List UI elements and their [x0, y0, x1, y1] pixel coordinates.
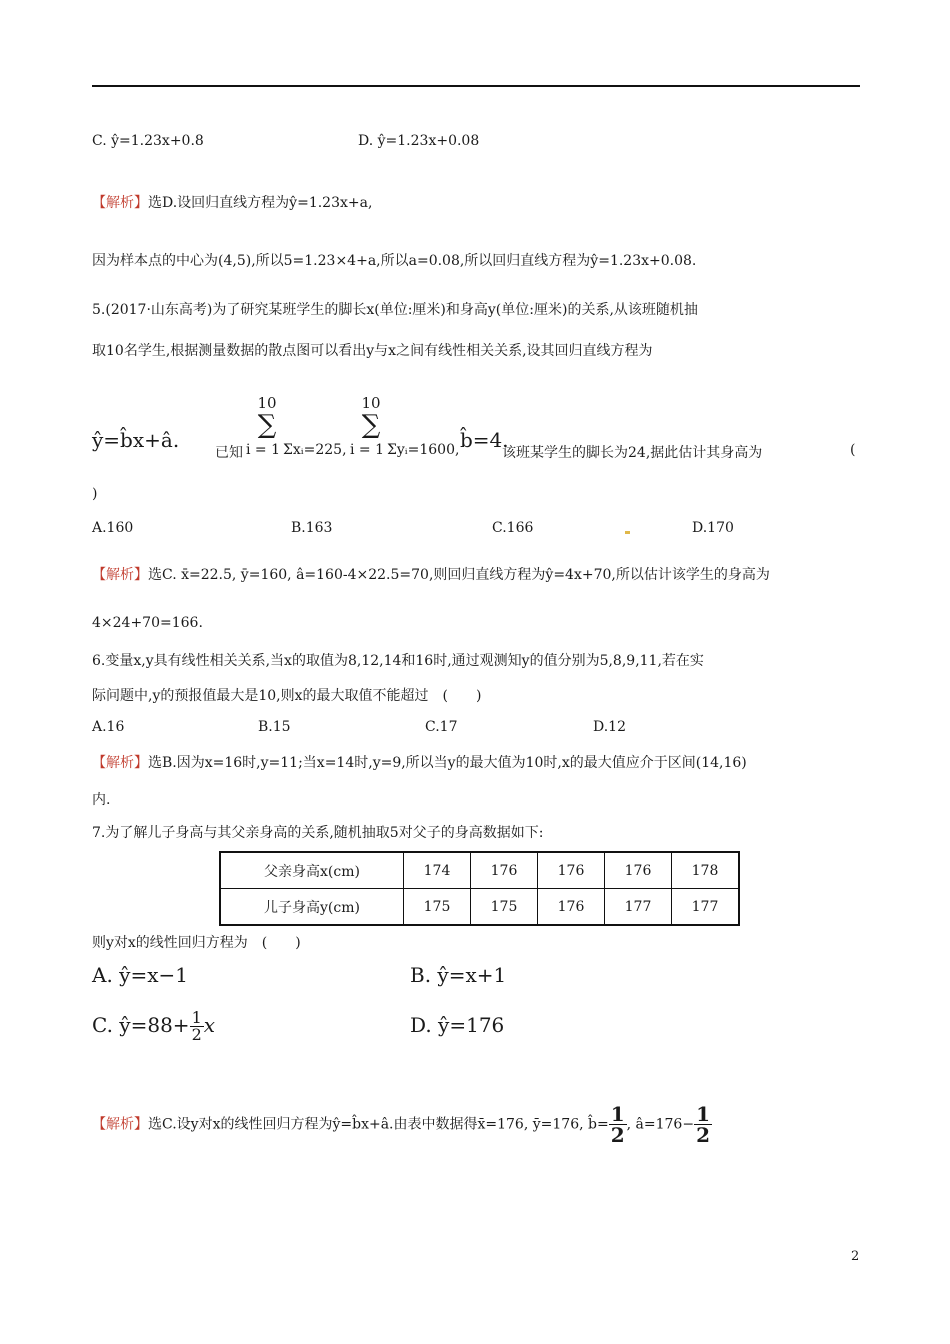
q5-solution-line1 [92, 564, 770, 584]
q5-option-a: A.160 [92, 520, 134, 536]
q5-sum2-value: Σyᵢ=1600, [387, 442, 460, 458]
q5-bhat: b̂=4. [460, 428, 509, 452]
q5-sum1-lower: i = 1 [246, 442, 281, 458]
sigma-icon: ∑ [257, 410, 277, 440]
q5-regression-formula: ŷ=b̂x+â. [92, 428, 180, 452]
q5-option-d: D.170 [692, 520, 734, 536]
table-cell: 175 [471, 889, 538, 926]
q5-sum1-value: Σxᵢ=225, [283, 442, 347, 458]
solution-tag: 【解析】 [92, 567, 148, 583]
fraction-numerator: 1 [696, 1102, 710, 1126]
fraction-denominator: 2 [610, 1123, 625, 1147]
table-cell: 175 [404, 889, 471, 926]
q7-option-a: A. ŷ=x−1 [92, 963, 188, 987]
q5-paren-close: ) [92, 486, 98, 502]
q5-stem-line3: 该班某学生的脚长为24,据此估计其身高为 [502, 445, 763, 461]
table-cell: 177 [605, 889, 672, 926]
q7-question: 则y对x的线性回归方程为 ( ) [92, 935, 301, 951]
q6-option-d: D.12 [593, 719, 626, 735]
fraction [190, 1010, 204, 1043]
q6-option-a: A.16 [92, 719, 125, 735]
table-row-label: 儿子身高y(cm) [220, 889, 404, 926]
q5-sum1-symbol [252, 394, 282, 438]
height-data-table [219, 851, 740, 926]
q7-stem: 7.为了解儿子身高与其父亲身高的关系,随机抽取5对父子的身高数据如下: [92, 825, 544, 841]
fraction-numerator: 1 [610, 1102, 625, 1126]
fraction-numerator: 1 [191, 1008, 202, 1027]
q5-paren-open: ( [850, 442, 856, 458]
stray-mark [625, 531, 630, 534]
solution-tag: 【解析】 [92, 755, 148, 771]
q7-solution-text2: , â=176− [626, 1116, 695, 1133]
q7-option-c-prefix: C. ŷ=88+ [92, 1013, 190, 1037]
fraction [694, 1104, 712, 1145]
fraction-denominator: 2 [191, 1025, 202, 1044]
q5-sum2-symbol [356, 394, 386, 438]
table-row [220, 852, 739, 889]
q4-solution-line1 [92, 192, 372, 212]
q7-option-c [92, 1010, 215, 1043]
q7-option-b: B. ŷ=x+1 [410, 963, 507, 987]
q5-given-prefix: 已知 [215, 445, 243, 461]
q7-option-d: D. ŷ=176 [410, 1013, 505, 1037]
page-number: 2 [851, 1249, 860, 1264]
header-rule [92, 85, 860, 87]
q6-solution-line1 [92, 752, 747, 772]
q4-option-d: D. ŷ=1.23x+0.08 [358, 133, 480, 149]
table-cell: 176 [605, 852, 672, 889]
q5-sum2-lower: i = 1 [350, 442, 385, 458]
q6-solution-line2: 内. [92, 792, 111, 808]
table-cell: 176 [538, 852, 605, 889]
q7-option-c-suffix: x [203, 1013, 216, 1037]
q4-solution-line2: 因为样本点的中心为(4,5),所以5=1.23×4+a,所以a=0.08,所以回归直线方程为ŷ=1.23x+0.08. [92, 253, 697, 269]
solution-tag: 【解析】 [92, 195, 148, 211]
fraction-denominator: 2 [696, 1123, 710, 1147]
q5-option-b: B.163 [291, 520, 333, 536]
solution-tag: 【解析】 [92, 1116, 148, 1133]
table-cell: 176 [471, 852, 538, 889]
q7-solution-text: 选C.设y对x的线性回归方程为ŷ=b̂x+â.由表中数据得x̄=176, ȳ=176, b̂= [148, 1116, 609, 1133]
q6-solution-text1: 选B.因为x=16时,y=11;当x=14时,y=9,所以当y的最大值为10时,x的最大值应介于区间(14,16) [148, 755, 747, 771]
q7-solution [92, 1104, 712, 1145]
sum-upper: 10 [361, 394, 381, 412]
sigma-icon: ∑ [361, 410, 381, 440]
table-row [220, 889, 739, 926]
table-cell: 178 [672, 852, 740, 889]
q5-option-c: C.166 [492, 520, 534, 536]
q6-stem-line2: 际问题中,y的预报值最大是10,则x的最大取值不能超过 ( ) [92, 688, 482, 704]
q5-stem-line1: 5.(2017·山东高考)为了研究某班学生的脚长x(单位:厘米)和身高y(单位:厘米)的关系,从该班随机抽 [92, 302, 698, 318]
q6-option-b: B.15 [258, 719, 291, 735]
table-cell: 177 [672, 889, 740, 926]
table-cell: 174 [404, 852, 471, 889]
q6-option-c: C.17 [425, 719, 458, 735]
sum-upper: 10 [257, 394, 277, 412]
table-row-label: 父亲身高x(cm) [220, 852, 404, 889]
q5-stem-line2: 取10名学生,根据测量数据的散点图可以看出y与x之间有线性相关关系,设其回归直线方程为 [92, 343, 653, 359]
q5-solution-text1: 选C. x̄=22.5, ȳ=160, â=160-4×22.5=70,则回归直线方程为ŷ=4x+70,所以估计该学生的身高为 [148, 567, 770, 583]
q5-solution-line2: 4×24+70=166. [92, 615, 203, 631]
q6-stem-line1: 6.变量x,y具有线性相关关系,当x的取值为8,12,14和16时,通过观测知y的值分别为5,8,9,11,若在实 [92, 653, 704, 669]
q4-solution-text1: 选D.设回归直线方程为ŷ=1.23x+a, [148, 195, 373, 211]
fraction [609, 1104, 627, 1145]
table-cell: 176 [538, 889, 605, 926]
q4-option-c: C. ŷ=1.23x+0.8 [92, 133, 204, 149]
